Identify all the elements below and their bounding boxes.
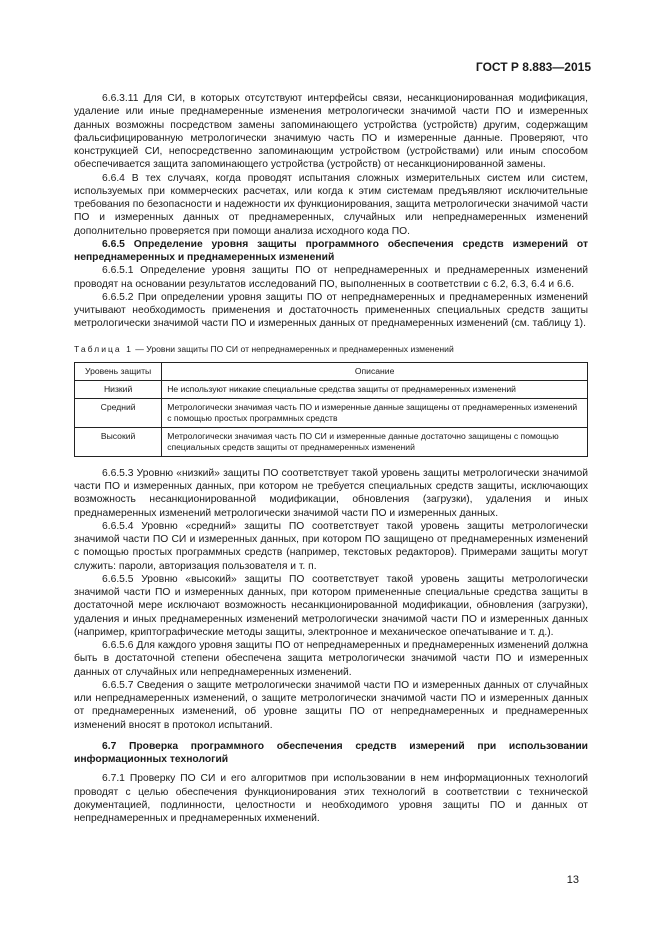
level-cell: Высокий: [75, 427, 162, 456]
description-cell: Метрологически значимая часть ПО и измеренные данные защищены от преднамеренных изменений с помощью простых программных средств: [162, 398, 588, 427]
levels-description: [74, 467, 588, 732]
protection-levels-table: [74, 362, 588, 457]
heading-6-6-5: 6.6.5 Определение уровня защиты программного обеспечения средств измерений от непреднамеренных и преднамеренных изменений: [74, 238, 588, 263]
table-row: [75, 427, 588, 456]
page-body: [74, 92, 588, 825]
level-cell: Средний: [75, 398, 162, 427]
paragraph-6-7-1: 6.7.1 Проверку ПО СИ и его алгоритмов при использовании в нем информационных технологий проводят с целью обеспечения функционирования этих технологий в соответствии с технической документацией, подлинности, целостности и необходимого уровня защиты ПО и данных от непреднамеренных и преднамеренных ихменений.: [74, 773, 588, 824]
level-cell: Низкий: [75, 380, 162, 398]
table-caption-text: — Уровни защиты ПО СИ от непреднамеренных и преднамеренных изменений: [135, 343, 454, 354]
table-header-row: [75, 362, 588, 380]
paragraph-6-6-5-2: 6.6.5.2 При определении уровня защиты ПО от непреднамеренных и преднамеренных изменений учитывают необходимость применения и достаточность примененных специальных средств защиты метрологически значимой части ПО и измеренных данных от преднамеренных изменений (см. таблицу 1).: [74, 291, 588, 330]
table-caption-label: Таблица 1: [74, 343, 133, 354]
paragraph-6-6-5-6: 6.6.5.6 Для каждого уровня защиты ПО от непреднамеренных и преднамеренных изменений должна быть в достаточной степени обеспечена защита метрологически значимой части ПО и измеренных данных от случайных или непреднамеренных изменений.: [74, 640, 588, 678]
document-code: ГОСТ Р 8.883—2015: [475, 60, 591, 74]
column-header-level: Уровень защиты: [75, 362, 162, 380]
paragraph-6-6-5-4: 6.6.5.4 Уровню «средний» защиты ПО соответствует такой уровень защиты метрологически значимой части ПО СИ и измеренных данных, при котором ПО защищено от преднамеренных изменений с помощью простых программных средств (например, текстовых редакторов). Примерами защиты могут служить: пароли, авторизация пользователя и т. п.: [74, 520, 588, 572]
table-row: [75, 380, 588, 398]
column-header-description: Описание: [162, 362, 588, 380]
paragraph-6-6-5-3: 6.6.5.3 Уровню «низкий» защиты ПО соответствует такой уровень защиты метрологически значимой части ПО и измеренных данных, при котором не требуется специальных средств защиты, исключающих возможность несанкционированной модификации, обновления (загрузки), удаления и иных преднамеренных изменений метрологически значимой части ПО и измеренных данных.: [74, 467, 588, 519]
page-number: 13: [566, 874, 579, 886]
heading-6-7: 6.7 Проверка программного обеспечения средств измерений при использовании информационных технологий: [74, 740, 588, 765]
paragraph-6-6-5-1: 6.6.5.1 Определение уровня защиты ПО от непреднамеренных и преднамеренных изменений проводят на основании результатов исследований ПО, выполненных в соответствии с 6.2, 6.3, 6.4 и 6.6.: [74, 265, 588, 290]
paragraph-6-6-5-5: 6.6.5.5 Уровню «высокий» защиты ПО соответствует такой уровень защиты метрологически значимой части ПО и измеренных данных, при котором примененные специальные средства защиты в достаточной мере исключают возможность несанкционированной модификации, обновления (загрузки), удаления и иных преднамеренных изменений метрологически значимой части ПО и измеренных данных (например, криптографические методы защиты, электронное и механическое опечатывание и т. д.).: [74, 573, 588, 638]
paragraph-6-6-5-7: 6.6.5.7 Сведения о защите метрологически значимой части ПО и измеренных данных от случайных или непреднамеренных изменений, о защите метрологически значимой части ПО и измеренных данных от преднамеренных изменений, об уровне защиты ПО от непреднамеренных и преднамеренных изменений вносят в протокол испытаний.: [74, 679, 588, 731]
description-cell: Метрологически значимая часть ПО СИ и измеренные данные достаточно защищены с помощью специальных средств защиты от преднамеренных изменений: [162, 427, 588, 456]
table-caption: [74, 343, 588, 356]
description-cell: Не используют никакие специальные средства защиты от преднамеренных изменений: [162, 380, 588, 398]
paragraph-6-6-3-11: 6.6.3.11 Для СИ, в которых отсутствуют интерфейсы связи, несанкционированная модификация, удаление или иные преднамеренные изменения метрологически значимой части ПО и измеренных данных возможны посредством замены запоминающего устройства (устройств) другим, содержащим фальсифицированную метрологически значимую часть ПО и измеренные данные. Проверяют, что конструкцией СИ, непосредственно запоминающим устройством (устройствами) или иным способом обеспечивается защита запоминающего устройства (устройств) от несанкционированной замены.: [74, 93, 588, 171]
table-row: [75, 398, 588, 427]
paragraph-6-6-4: 6.6.4 В тех случаях, когда проводят испытания сложных измерительных систем или систем, используемых при коммерческих расчетах, или когда к этим системам предъявляют исключительные требования по безопасности и надежности их функционирования, защита метрологически значимой части ПО и измеренных данных от преднамеренных, случайных или непреднамеренных изменений дополнительно проверяется при помощи анализа исходного кода ПО.: [74, 172, 588, 237]
